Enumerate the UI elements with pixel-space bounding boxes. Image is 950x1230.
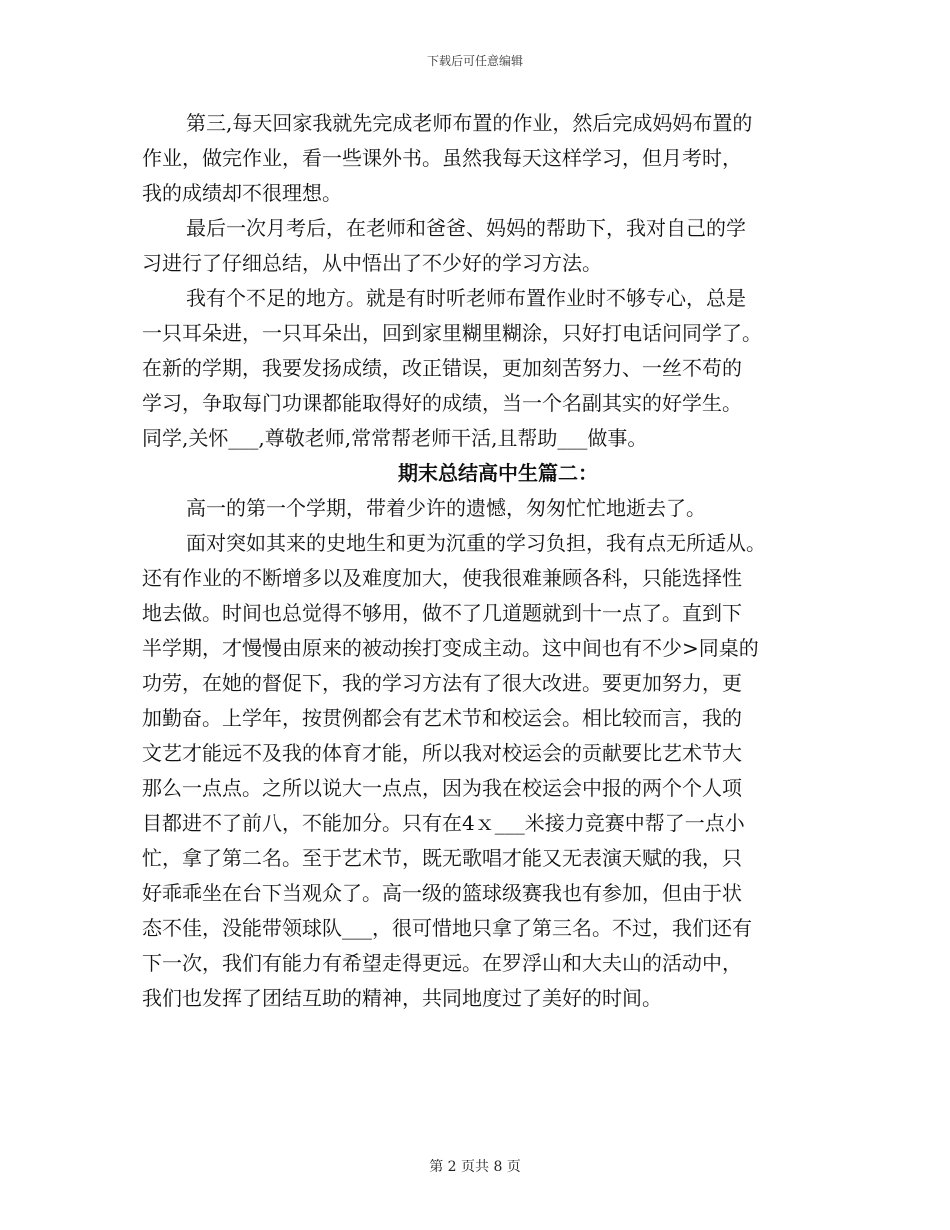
paragraph-line: 在新的学期，我要发扬成绩，改正错误，更加刻苦努力、一丝不苟的 bbox=[142, 356, 742, 380]
paragraph-line: 功劳，在她的督促下，我的学习方法有了很大改进。要更加努力，更 bbox=[142, 671, 742, 695]
page-header: 下载后可任意编辑 bbox=[426, 54, 523, 68]
paragraph-line: 面对突如其来的史地生和更为沉重的学习负担，我有点无所适从。 bbox=[186, 531, 766, 555]
paragraph-line: 我们也发挥了团结互助的精神，共同地度过了美好的时间。 bbox=[142, 986, 662, 1010]
paragraph-line: 还有作业的不断增多以及难度加大，使我很难兼顾各科，只能选择性 bbox=[142, 566, 742, 590]
paragraph-line: 我的成绩却不很理想。 bbox=[142, 181, 342, 205]
paragraph-line: 一只耳朵进，一只耳朵出，回到家里糊里糊涂，只好打电话问同学了。 bbox=[142, 321, 762, 345]
paragraph-line: 下一次，我们有能力有希望走得更远。在罗浮山和大夫山的活动中， bbox=[142, 951, 742, 975]
paragraph-line: 半学期，才慢慢由原来的被动挨打变成主动。这中间也有不少>同桌的 bbox=[142, 636, 759, 660]
paragraph-line: 最后一次月考后，在老师和爸爸、妈妈的帮助下，我对自己的学 bbox=[186, 216, 746, 240]
paragraph-line: 地去做。时间也总觉得不够用，做不了几道题就到十一点了。直到下 bbox=[142, 601, 742, 625]
page-footer: 第 2 页共 8 页 bbox=[429, 1159, 521, 1175]
paragraph-line: 习进行了仔细总结，从中悟出了不少好的学习方法。 bbox=[142, 251, 602, 275]
paragraph-line: 目都进不了前八，不能加分。只有在4ｘ___米接力竞赛中帮了一点小 bbox=[142, 811, 745, 835]
paragraph-line: 作业，做完作业，看一些课外书。虽然我每天这样学习，但月考时， bbox=[142, 146, 742, 170]
paragraph-line: 加勤奋。上学年，按贯例都会有艺术节和校运会。相比较而言，我的 bbox=[142, 706, 742, 730]
paragraph-line: 好乖乖坐在台下当观众了。高一级的篮球级赛我也有参加，但由于状 bbox=[142, 881, 742, 905]
paragraph-line: 学习，争取每门功课都能取得好的成绩，当一个名副其实的好学生。 bbox=[142, 391, 742, 415]
paragraph-line: 我有个不足的地方。就是有时听老师布置作业时不够专心，总是 bbox=[186, 286, 746, 310]
paragraph-line: 那么一点点。之所以说大一点点，因为我在校运会中报的两个个人项 bbox=[142, 776, 742, 800]
paragraph-line: 态不佳，没能带领球队___，很可惜地只拿了第三名。不过，我们还有 bbox=[142, 916, 752, 940]
paragraph-line: 高一的第一个学期，带着少许的遗憾，匆匆忙忙地逝去了。 bbox=[186, 496, 706, 520]
section-heading: 期末总结高中生篇二： bbox=[398, 461, 598, 485]
paragraph-line: 文艺才能远不及我的体育才能，所以我对校运会的贡献要比艺术节大 bbox=[142, 741, 742, 765]
paragraph-line: 忙，拿了第二名。至于艺术节，既无歌唱才能又无表演天赋的我，只 bbox=[142, 846, 742, 870]
document-body bbox=[142, 106, 810, 1016]
paragraph-line: 第三,每天回家我就先完成老师布置的作业，然后完成妈妈布置的 bbox=[186, 111, 753, 135]
paragraph-line: 同学,关怀___,尊敬老师,常常帮老师干活,且帮助___做事。 bbox=[142, 426, 648, 450]
